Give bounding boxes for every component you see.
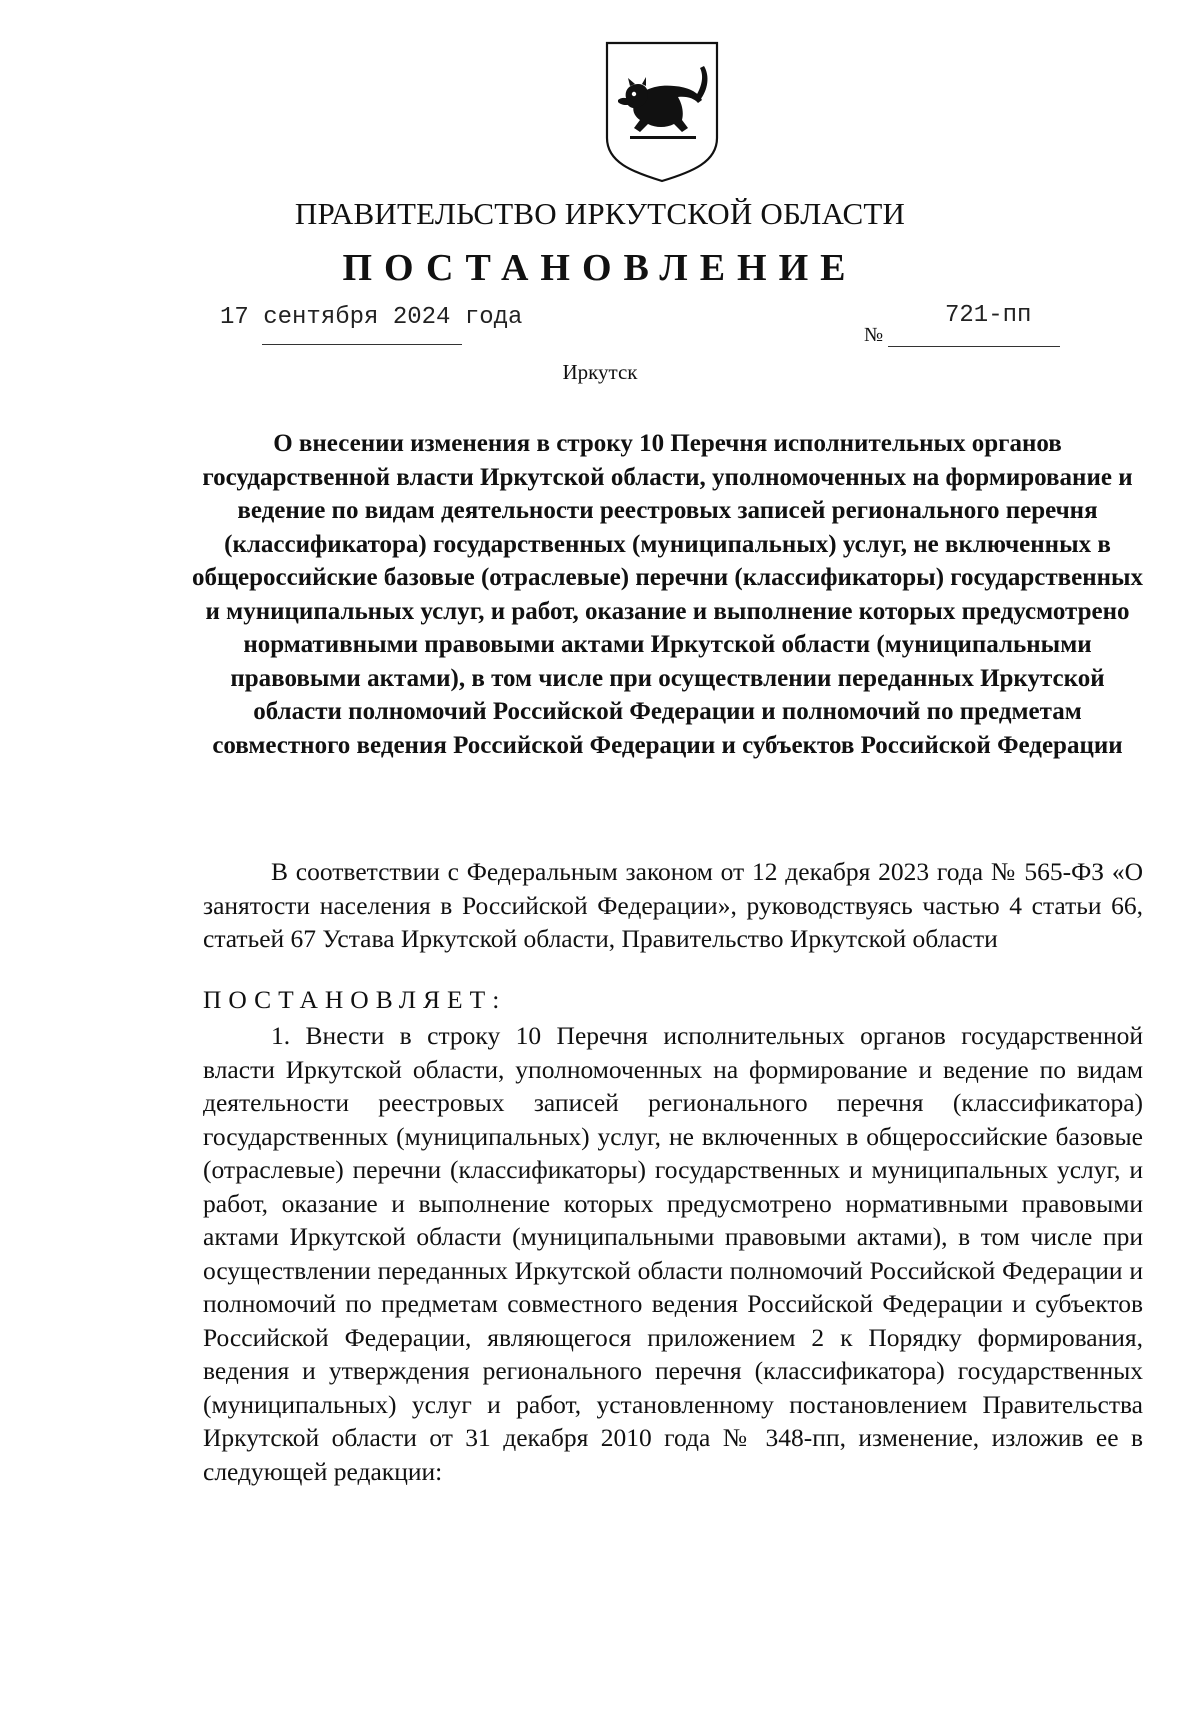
city-name: Иркутск: [562, 360, 638, 384]
number-underline: [888, 346, 1060, 347]
document-title: О внесении изменения в строку 10 Перечня исполнительных органов государственной власти Иркутской области, уполномоченных на формирование и ведение по видам деятельности реестровых записей регионального перечня (классификатора) государственных (муниципальных) услуг, не включенных в общероссийские базовые (отраслевые) перечни (классификаторы) государственных и муниципальных услуг, и работ, оказание и выполнение которых предусмотрено нормативными правовыми актами Иркутской области (муниципальными правовыми актами), в том числе при осуществлении переданных Иркутской области полномочий Российской Федерации и полномочий по предметам совместного ведения Российской Федерации и субъектов Российской Федерации: [191, 430, 1144, 759]
document-type: ПОСТАНОВЛЕНИЕ: [342, 247, 858, 289]
coat-of-arms-icon: [604, 40, 720, 184]
item-1-paragraph: 1. Внести в строку 10 Перечня исполнительных органов государственной власти Иркутской области, уполномоченных на формирование и ведение по видам деятельности реестровых записей регионального перечня (классификатора) государственных (муниципальных) услуг, не включенных в общероссийские базовые (отраслевые) перечни (классификаторы) государственных и муниципальных услуг, и работ, оказание и выполнение которых предусмотрено нормативными правовыми актами Иркутской области (муниципальными правовыми актами), в том числе при осуществлении переданных Иркутской области полномочий Российской Федерации и полномочий по предметам совместного ведения Российской Федерации и субъектов Российской Федерации, являющегося приложением 2 к Порядку формирования, ведения и утверждения регионального перечня (классификатора) государственных (муниципальных) услуг и работ, установленному постановлением Правительства Иркутской области от 31 декабря 2010 года № 348-пп, изменение, изложив ее в следующей редакции:: [203, 1021, 1143, 1486]
government-name: ПРАВИТЕЛЬСТВО ИРКУТСКОЙ ОБЛАСТИ: [294, 196, 906, 231]
resolves-heading: ПОСТАНОВЛЯЕТ:: [203, 985, 507, 1014]
document-date: 17 сентября 2024 года: [220, 304, 523, 331]
date-underline: [262, 344, 462, 345]
document-number: 721-пп: [945, 302, 1032, 329]
preamble-paragraph: В соответствии с Федеральным законом от 12 декабря 2023 года № 565-ФЗ «О занятости населения в Российской Федерации», руководствуясь частью 4 статьи 66, статьей 67 Устава Иркутской области, Правительство Иркутской области: [203, 857, 1143, 953]
number-sign: №: [864, 324, 884, 346]
